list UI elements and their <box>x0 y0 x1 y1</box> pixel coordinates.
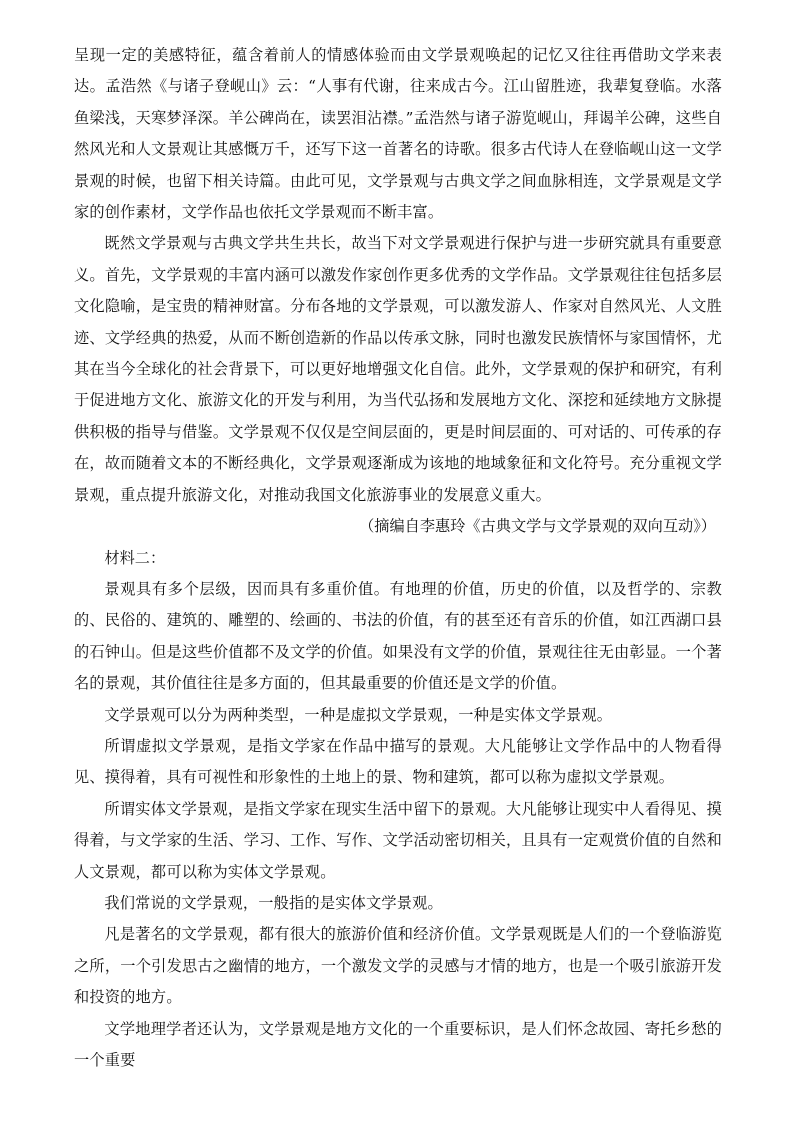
material2-paragraph-identity: 文学地理学者还认为，文学景观是地方文化的一个重要标识，是人们怀念故园、寄托乡愁的一个重要 <box>74 1019 722 1069</box>
material2-paragraph-values: 景观具有多个层级，因而具有多重价值。有地理的价值，历史的价值，以及哲学的、宗教的、民俗的、建筑的、雕塑的、绘画的、书法的价值，有的甚至还有音乐的价值，如江西湖口县的石钟山。但是这些价值都不及文学的价值。如果没有文学的价值，景观往往无由彰显。一个著名的景观，其价值往往是多方面的，但其最重要的价值还是文学的价值。 <box>74 579 722 693</box>
material2-paragraph-types: 文学景观可以分为两种类型，一种是虚拟文学景观，一种是实体文学景观。 <box>104 705 613 724</box>
material2-paragraph-virtual: 所谓虚拟文学景观，是指文学家在作品中描写的景观。大凡能够让文学作品中的人物看得见、摸得着，具有可视性和形象性的土地上的景、物和建筑，都可以称为虚拟文学景观。 <box>74 736 722 787</box>
material2-paragraph-common: 我们常说的文学景观，一般指的是实体文学景观。 <box>104 893 443 912</box>
material1-paragraph-continued: 呈现一定的美感特征，蕴含着前人的情感体验而由文学景观唤起的记忆又往往再借助文学来表达。孟浩然《与诸子登岘山》云：“人事有代谢，往来成古今。江山留胜迹，我辈复登临。水落鱼梁浅，天寒梦泽深。羊公碑尚在，读罢泪沾襟。”孟浩然与诸子游览岘山，拜谒羊公碑，这些自然风光和人文景观让其感慨万千，还写下这一首著名的诗歌。很多古代诗人在登临岘山这一文学景观的时候，也留下相关诗篇。由此可见，文学景观与古典文学之间血脉相连，文学景观是文学家的创作素材，文学作品也依托文学景观而不断丰富。 <box>74 46 722 222</box>
material1-source-citation: （摘编自李惠玲《古典文学与文学景观的双向互动》） <box>359 517 716 536</box>
material1-paragraph-significance: 既然文学景观与古典文学共生共长，故当下对文学景观进行保护与进一步研究就具有重要意义。首先，文学景观的丰富内涵可以激发作家创作更多优秀的文学作品。文学景观往往包括多层文化隐喻，是宝贵的精神财富。分布各地的文学景观，可以激发游人、作家对自然风光、人文胜迹、文学经典的热爱，从而不断创造新的作品以传承文脉，同时也激发民族情怀与家国情怀，尤其在当今全球化的社会背景下，可以更好地增强文化自信。此外，文学景观的保护和研究，有利于促进地方文化、旅游文化的开发与利用，为当代弘扬和发展地方文化、深挖和延续地方文脉提供积极的指导与借鉴。文学景观不仅仅是空间层面的，更是时间层面的、可对话的、可传承的存在，故而随着文本的不断经典化，文学景观逐渐成为该地的地域象征和文化符号。充分重视文学景观，重点提升旅游文化，对推动我国文化旅游事业的发展意义重大。 <box>74 234 722 504</box>
material2-paragraph-physical: 所谓实体文学景观，是指文学家在现实生活中留下的景观。大凡能够让现实中人看得见、摸得着，与文学家的生活、学习、工作、写作、文学活动密切相关，且具有一定观赏价值的自然和人文景观，都可以称为实体文学景观。 <box>74 799 722 881</box>
material2-paragraph-tourism: 凡是著名的文学景观，都有很大的旅游价值和经济价值。文学景观既是人们的一个登临游览之所，一个引发思古之幽情的地方，一个激发文学的灵感与才情的地方，也是一个吸引旅游开发和投资的地方。 <box>74 925 722 1007</box>
document-page <box>74 40 722 1076</box>
material2-label: 材料二： <box>104 548 166 567</box>
